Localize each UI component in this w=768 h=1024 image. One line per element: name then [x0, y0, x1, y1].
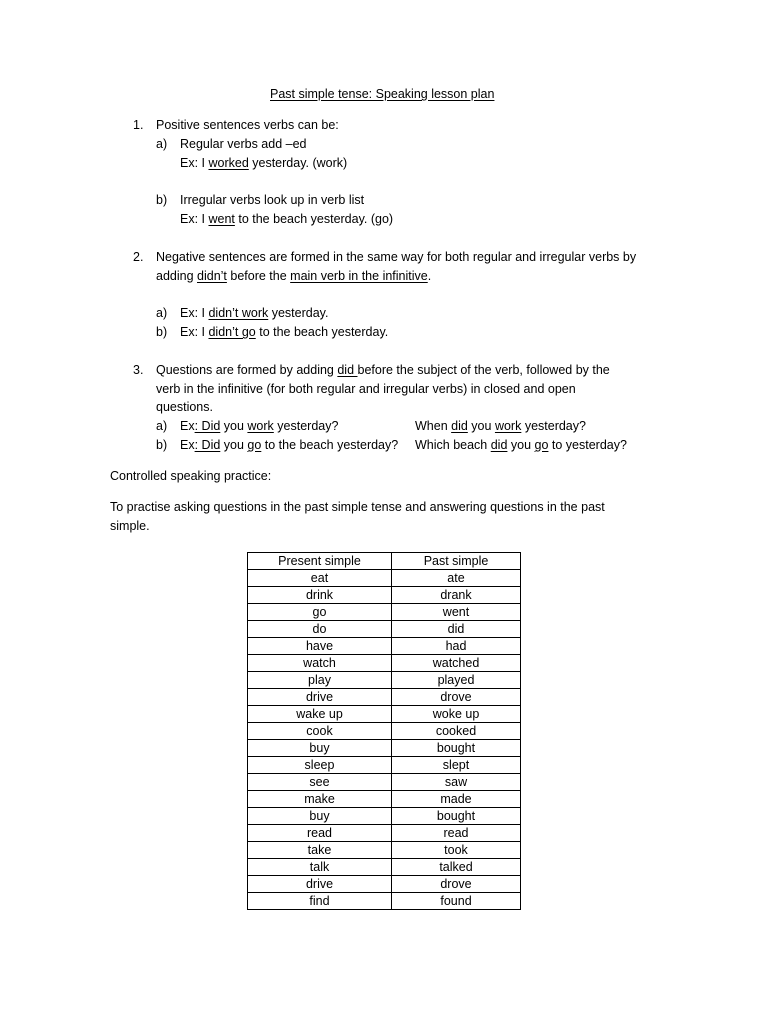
present-simple-cell: drive — [248, 876, 392, 893]
section-2-line-2: adding didn’t before the main verb in the infinitive. — [156, 269, 432, 283]
section-2-line-1: Negative sentences are formed in the same way for both regular and irregular verbs by — [156, 250, 637, 264]
section-3b-marker: b) — [156, 438, 168, 452]
past-simple-cell: read — [392, 825, 521, 842]
header-present-simple: Present simple — [248, 553, 392, 570]
past-simple-cell: drove — [392, 876, 521, 893]
section-3a-closed-example: Ex: Did you work yesterday? — [180, 419, 339, 433]
table-row — [248, 876, 521, 893]
past-simple-cell: bought — [392, 808, 521, 825]
present-simple-cell: find — [248, 893, 392, 910]
practice-heading: Controlled speaking practice: — [110, 469, 272, 483]
table-row — [248, 604, 521, 621]
table-row — [248, 774, 521, 791]
section-3-line-2: verb in the infinitive (for both regular and irregular verbs) in closed and open — [156, 382, 576, 396]
section-1-number: 1. — [133, 118, 144, 132]
aim-line-1: To practise asking questions in the past simple tense and answering questions in the past — [110, 500, 605, 514]
section-1-heading: Positive sentences verbs can be: — [156, 118, 339, 132]
section-1a-text: Regular verbs add –ed — [180, 137, 307, 151]
aim-line-2: simple. — [110, 519, 150, 533]
table-row — [248, 893, 521, 910]
section-2a-example: Ex: I didn’t work yesterday. — [180, 306, 329, 320]
past-simple-cell: bought — [392, 740, 521, 757]
table-row — [248, 638, 521, 655]
section-3a-open-example: When did you work yesterday? — [415, 419, 586, 433]
present-simple-cell: cook — [248, 723, 392, 740]
section-1a-marker: a) — [156, 137, 168, 151]
table-row — [248, 757, 521, 774]
present-simple-cell: wake up — [248, 706, 392, 723]
past-simple-cell: took — [392, 842, 521, 859]
table-row — [248, 740, 521, 757]
present-simple-cell: read — [248, 825, 392, 842]
past-simple-cell: did — [392, 621, 521, 638]
table-row — [248, 570, 521, 587]
table-row — [248, 723, 521, 740]
past-simple-cell: ate — [392, 570, 521, 587]
present-simple-cell: drink — [248, 587, 392, 604]
present-simple-cell: do — [248, 621, 392, 638]
table-row — [248, 842, 521, 859]
table-row — [248, 706, 521, 723]
past-simple-cell: watched — [392, 655, 521, 672]
present-simple-cell: buy — [248, 740, 392, 757]
section-2-number: 2. — [133, 250, 144, 264]
section-3b-open-example: Which beach did you go to yesterday? — [415, 438, 627, 452]
section-1b-example: Ex: I went to the beach yesterday. (go) — [180, 212, 394, 226]
past-simple-cell: talked — [392, 859, 521, 876]
page-title: Past simple tense: Speaking lesson plan — [270, 87, 495, 101]
present-simple-cell: buy — [248, 808, 392, 825]
table-row — [248, 621, 521, 638]
table-row — [248, 825, 521, 842]
present-simple-cell: drive — [248, 689, 392, 706]
past-simple-cell: slept — [392, 757, 521, 774]
table-row — [248, 689, 521, 706]
past-simple-cell: had — [392, 638, 521, 655]
present-simple-cell: have — [248, 638, 392, 655]
past-simple-cell: woke up — [392, 706, 521, 723]
present-simple-cell: sleep — [248, 757, 392, 774]
past-simple-cell: cooked — [392, 723, 521, 740]
section-3-line-3: questions. — [156, 400, 213, 414]
table-row — [248, 859, 521, 876]
present-simple-cell: play — [248, 672, 392, 689]
present-simple-cell: see — [248, 774, 392, 791]
past-simple-cell: drove — [392, 689, 521, 706]
section-3a-marker: a) — [156, 419, 168, 433]
past-simple-cell: drank — [392, 587, 521, 604]
table-row — [248, 587, 521, 604]
section-2a-marker: a) — [156, 306, 168, 320]
section-2b-marker: b) — [156, 325, 168, 339]
present-simple-cell: go — [248, 604, 392, 621]
present-simple-cell: eat — [248, 570, 392, 587]
section-1b-text: Irregular verbs look up in verb list — [180, 193, 365, 207]
section-1a-example: Ex: I worked yesterday. (work) — [180, 156, 348, 170]
table-row — [248, 672, 521, 689]
present-simple-cell: talk — [248, 859, 392, 876]
past-simple-cell: saw — [392, 774, 521, 791]
section-3b-closed-example: Ex: Did you go to the beach yesterday? — [180, 438, 399, 452]
section-1b-marker: b) — [156, 193, 168, 207]
past-simple-cell: went — [392, 604, 521, 621]
section-3-number: 3. — [133, 363, 144, 377]
table-row — [248, 791, 521, 808]
past-simple-cell: made — [392, 791, 521, 808]
table-row — [248, 808, 521, 825]
table-row — [248, 655, 521, 672]
present-simple-cell: watch — [248, 655, 392, 672]
past-simple-cell: found — [392, 893, 521, 910]
past-simple-cell: played — [392, 672, 521, 689]
section-2b-example: Ex: I didn’t go to the beach yesterday. — [180, 325, 389, 339]
table-header-row — [248, 553, 521, 570]
section-3-line-1: Questions are formed by adding did before the subject of the verb, followed by the — [156, 363, 610, 377]
present-simple-cell: make — [248, 791, 392, 808]
verb-table — [247, 552, 521, 910]
header-past-simple: Past simple — [392, 553, 521, 570]
present-simple-cell: take — [248, 842, 392, 859]
